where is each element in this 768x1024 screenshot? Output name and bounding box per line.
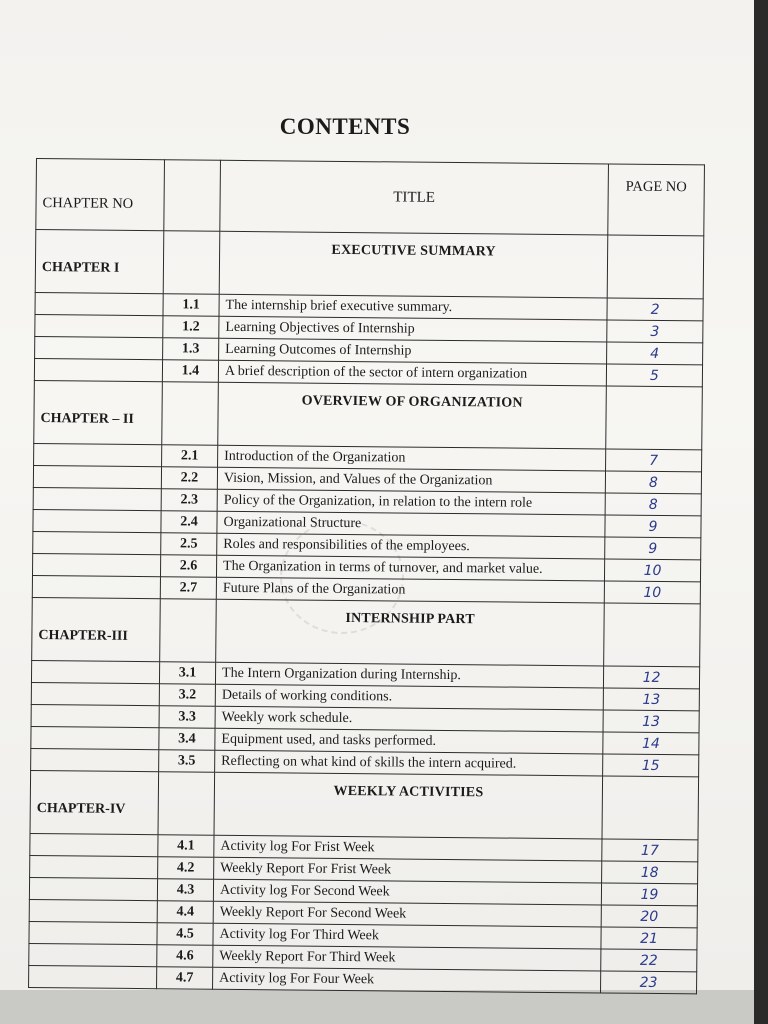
section-number: 1.1 <box>163 294 219 317</box>
chapter-label: CHAPTER I <box>35 230 164 294</box>
section-title: The Organization in terms of turnover, and market value. <box>216 555 604 581</box>
section-number: 1.4 <box>162 360 218 383</box>
header-number-cell <box>164 160 221 232</box>
chapter-row <box>30 770 699 839</box>
section-number: 3.1 <box>159 662 215 685</box>
empty-chapter-cell <box>35 336 163 359</box>
chapter-row <box>32 597 701 666</box>
section-number: 2.6 <box>160 555 216 578</box>
chapter-page-cell <box>602 776 699 840</box>
empty-chapter-cell <box>31 726 159 749</box>
handwritten-page-number: 17 <box>602 839 698 862</box>
handwritten-page-number: 20 <box>601 905 697 928</box>
section-title: Weekly Report For Second Week <box>213 901 601 927</box>
section-number: 2.7 <box>160 577 216 600</box>
section-number: 3.5 <box>159 750 215 773</box>
empty-chapter-cell <box>33 531 161 554</box>
empty-chapter-cell <box>35 292 163 315</box>
handwritten-page-number: 9 <box>605 537 701 560</box>
handwritten-page-number: 8 <box>605 493 701 516</box>
handwritten-page-number: 13 <box>603 710 699 733</box>
page-title: CONTENTS <box>279 114 411 139</box>
section-number: 4.5 <box>157 923 213 946</box>
chapter-page-cell <box>606 386 703 450</box>
handwritten-page-number: 13 <box>603 688 699 711</box>
section-title: Introduction of the Organization <box>218 445 606 471</box>
section-number: 4.1 <box>158 835 214 858</box>
section-number: 4.7 <box>157 967 213 990</box>
contents-table <box>28 158 705 994</box>
handwritten-page-number: 3 <box>607 320 703 343</box>
section-title: The Intern Organization during Internship. <box>215 662 603 688</box>
empty-chapter-cell <box>32 575 160 598</box>
section-title: The internship brief executive summary. <box>219 294 607 320</box>
empty-chapter-cell <box>35 314 163 337</box>
handwritten-page-number: 21 <box>601 927 697 950</box>
background-surface <box>0 990 754 1024</box>
header-row <box>36 159 705 236</box>
empty-chapter-cell <box>33 487 161 510</box>
handwritten-page-number: 15 <box>603 754 699 777</box>
section-title: Roles and responsibilities of the employees. <box>217 533 605 559</box>
section-title: Activity log For Frist Week <box>214 835 602 861</box>
handwritten-page-number: 8 <box>605 471 701 494</box>
section-title: Activity log For Four Week <box>213 967 601 993</box>
section-title: Policy of the Organization, in relation to the intern role <box>217 489 605 515</box>
section-title: Organizational Structure <box>217 511 605 537</box>
section-number: 4.3 <box>157 879 213 902</box>
section-number: 2.1 <box>162 445 218 468</box>
contents-table-body <box>29 159 705 994</box>
handwritten-page-number: 18 <box>602 861 698 884</box>
chapter-number-cell <box>162 382 219 446</box>
chapter-label: CHAPTER-III <box>32 597 161 661</box>
empty-chapter-cell <box>34 358 162 381</box>
section-number: 2.5 <box>161 533 217 556</box>
handwritten-page-number: 22 <box>601 949 697 972</box>
chapter-title: INTERNSHIP PART <box>216 599 605 666</box>
chapter-title: WEEKLY ACTIVITIES <box>214 772 603 839</box>
section-number: 2.3 <box>161 489 217 512</box>
chapter-number-cell <box>163 231 220 295</box>
section-title: Activity log For Second Week <box>213 879 601 905</box>
chapter-page-cell <box>604 603 701 667</box>
empty-chapter-cell <box>31 682 159 705</box>
empty-chapter-cell <box>30 855 158 878</box>
section-title: Learning Outcomes of Internship <box>219 338 607 364</box>
handwritten-page-number: 4 <box>607 342 703 365</box>
chapter-title: EXECUTIVE SUMMARY <box>219 231 608 298</box>
empty-chapter-cell <box>29 877 157 900</box>
empty-chapter-cell <box>29 899 157 922</box>
handwritten-page-number: 2 <box>607 298 703 321</box>
chapter-label: CHAPTER – II <box>34 380 163 444</box>
handwritten-page-number: 5 <box>606 364 702 387</box>
section-number: 2.2 <box>161 467 217 490</box>
section-number: 4.2 <box>158 857 214 880</box>
chapter-number-cell <box>160 599 217 663</box>
chapter-page-cell <box>607 235 704 299</box>
chapter-row <box>35 230 704 299</box>
section-title: Vision, Mission, and Values of the Organization <box>217 467 605 493</box>
handwritten-page-number: 7 <box>606 449 702 472</box>
empty-chapter-cell <box>33 465 161 488</box>
section-title: Details of working conditions. <box>215 684 603 710</box>
header-title: TITLE <box>220 160 609 235</box>
header-chapter-no: CHAPTER NO <box>36 159 165 231</box>
empty-chapter-cell <box>33 509 161 532</box>
chapter-number-cell <box>158 772 215 836</box>
empty-chapter-cell <box>29 921 157 944</box>
section-title: Reflecting on what kind of skills the intern acquired. <box>215 750 603 776</box>
contents-table-wrapper <box>28 158 716 994</box>
header-page-no: PAGE NO <box>608 164 705 236</box>
dark-edge <box>754 0 768 1024</box>
section-number: 3.2 <box>159 684 215 707</box>
section-title: Weekly Report For Third Week <box>213 945 601 971</box>
handwritten-page-number: 9 <box>605 515 701 538</box>
empty-chapter-cell <box>32 553 160 576</box>
section-title: Weekly Report For Frist Week <box>214 857 602 883</box>
section-number: 3.3 <box>159 706 215 729</box>
section-number: 4.6 <box>157 945 213 968</box>
empty-chapter-cell <box>31 748 159 771</box>
section-title: Weekly work schedule. <box>215 706 603 732</box>
section-number: 3.4 <box>159 728 215 751</box>
section-number: 2.4 <box>161 511 217 534</box>
section-title: Future Plans of the Organization <box>216 577 604 603</box>
handwritten-page-number: 23 <box>601 971 697 994</box>
handwritten-page-number: 14 <box>603 732 699 755</box>
section-number: 4.4 <box>157 901 213 924</box>
section-number: 1.2 <box>163 316 219 339</box>
handwritten-page-number: 12 <box>603 666 699 689</box>
empty-chapter-cell <box>31 704 159 727</box>
section-title: A brief description of the sector of intern organization <box>218 360 606 386</box>
section-title: Equipment used, and tasks performed. <box>215 728 603 754</box>
empty-chapter-cell <box>30 833 158 856</box>
handwritten-page-number: 10 <box>604 559 700 582</box>
section-number: 1.3 <box>163 338 219 361</box>
chapter-label: CHAPTER-IV <box>30 770 159 834</box>
empty-chapter-cell <box>29 965 157 988</box>
chapter-row <box>34 380 703 449</box>
empty-chapter-cell <box>34 443 162 466</box>
section-title: Activity log For Third Week <box>213 923 601 949</box>
handwritten-page-number: 10 <box>604 581 700 604</box>
empty-chapter-cell <box>29 943 157 966</box>
chapter-title: OVERVIEW OF ORGANIZATION <box>218 382 607 449</box>
section-title: Learning Objectives of Internship <box>219 316 607 342</box>
handwritten-page-number: 19 <box>601 883 697 906</box>
empty-chapter-cell <box>31 660 159 683</box>
